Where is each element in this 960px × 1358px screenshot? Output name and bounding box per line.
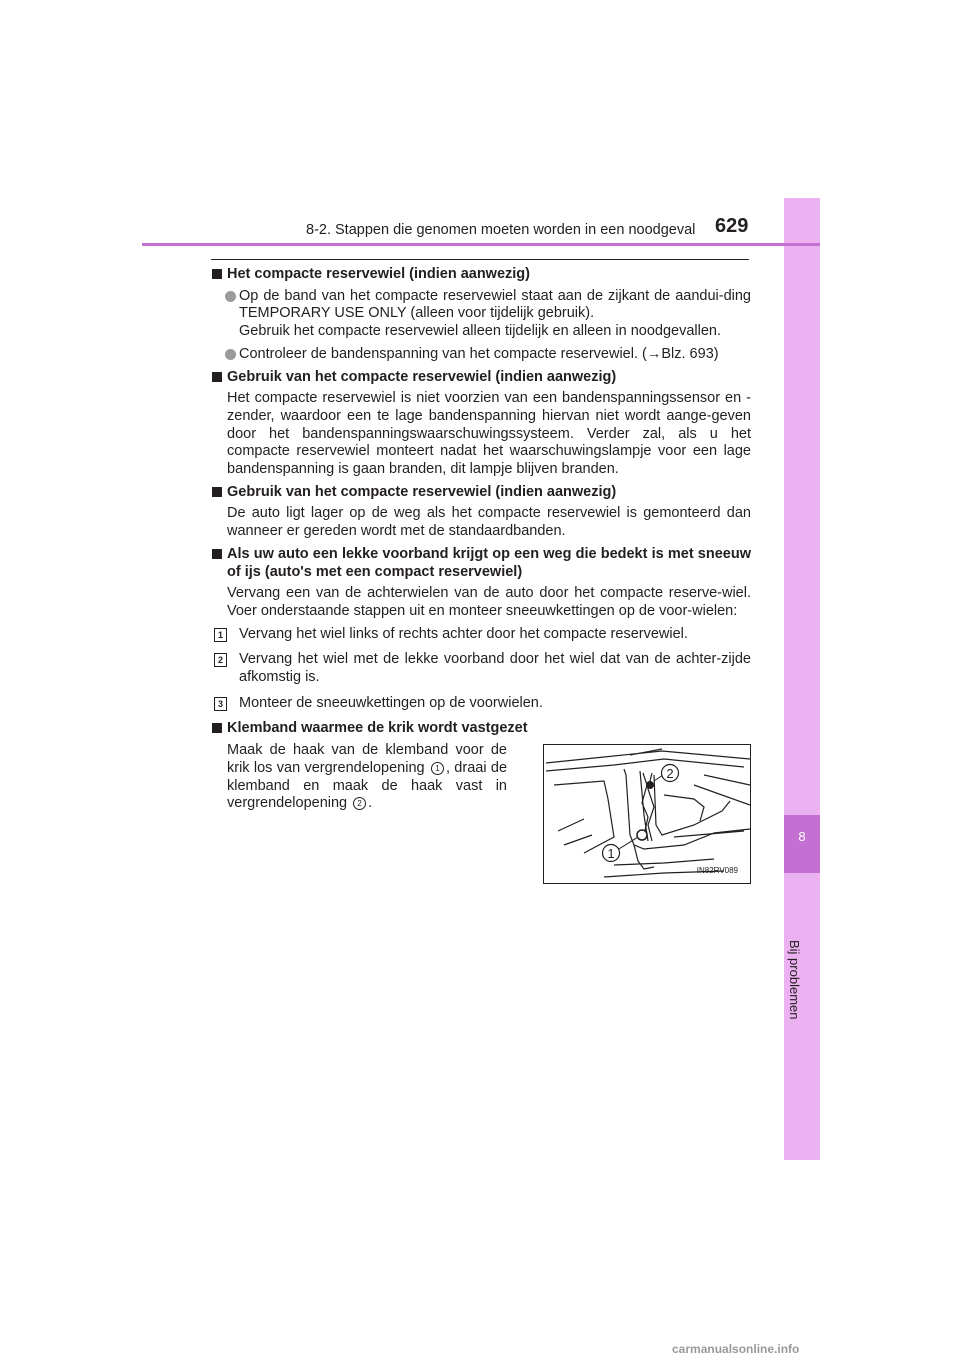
callout-2-ref: 2 — [353, 797, 366, 810]
heading-spare-usage-1: Gebruik van het compacte reservewiel (indien aanwezig) — [211, 369, 751, 387]
square-bullet-icon — [212, 487, 222, 497]
chapter-number: 8 — [798, 829, 806, 844]
step-number: 2 — [214, 653, 227, 667]
square-bullet-icon — [212, 372, 222, 382]
heading-snow-ice: Als uw auto een lekke voorband krijgt op een weg die bedekt is met sneeuw of ijs (auto's met een compact reservewiel) — [211, 546, 751, 581]
illustration-callout-1: 1 — [607, 846, 615, 862]
step-2: 2 Vervang het wiel met de lekke voorband door het wiel dat van de achter-zijde afkomstig is. — [211, 651, 751, 686]
heading-compact-spare: Het compacte reservewiel (indien aanwezig) — [211, 266, 751, 284]
jack-strap-illustration — [543, 744, 751, 884]
square-bullet-icon — [212, 549, 222, 559]
step-3: 3 Monteer de sneeuwkettingen op de voorwielen. — [211, 695, 751, 713]
chapter-title-text: Bij problemen — [787, 940, 802, 1020]
step-number: 3 — [214, 697, 227, 711]
page-number: 629 — [715, 215, 749, 237]
heading-spare-usage-2: Gebruik van het compacte reservewiel (indien aanwezig) — [211, 484, 751, 502]
square-bullet-icon — [212, 723, 222, 733]
paragraph-spare-usage-2: De auto ligt lager op de weg als het compacte reservewiel is gemonteerd dan wanneer er gereden wordt met de standaardbanden. — [227, 505, 751, 540]
watermark: carmanualsonline.info — [672, 1342, 800, 1356]
page-reference: Blz. 693) — [661, 345, 719, 362]
paragraph-spare-usage-1: Het compacte reservewiel is niet voorzien van een bandenspanningssensor en -zender, waardoor een te lage bandenspanning hiervan niet wordt aange-geven door het bandenspanningswaarschuwingssysteem. Verder zal, als u het compacte reservewiel monteert nadat het waarschuwingslampje voor een lage bandenspanning is gaan branden, dit lampje blijven branden. — [227, 390, 751, 478]
illustration-callout-2: 2 — [666, 766, 674, 782]
jack-strap-block — [211, 742, 751, 884]
round-bullet-icon — [225, 291, 236, 302]
arrow-right-icon: → — [646, 345, 662, 362]
bullet-temporary-use: Op de band van het compacte reservewiel staat aan de zijkant de aandui-ding TEMPORARY USE ONLY (alleen voor tijdelijk gebruik). Gebruik het compacte reservewiel alleen tijdelijk en alleen in noodgevallen. — [211, 288, 751, 341]
header-rule — [142, 243, 820, 246]
callout-1-ref: 1 — [431, 762, 444, 775]
round-bullet-icon — [225, 349, 236, 360]
chapter-number-tab — [784, 815, 820, 873]
section-header: 8-2. Stappen die genomen moeten worden in een noodgeval — [306, 222, 696, 238]
step-1: 1 Vervang het wiel links of rechts achter door het compacte reservewiel. — [211, 626, 751, 644]
chapter-title — [780, 940, 824, 1020]
square-bullet-icon — [212, 269, 222, 279]
content-rule — [211, 259, 749, 260]
heading-jack-strap: Klemband waarmee de krik wordt vastgezet — [211, 720, 751, 738]
step-number: 1 — [214, 628, 227, 642]
illustration-code: IN82RV089 — [696, 866, 738, 876]
page-content — [211, 266, 751, 884]
bullet-tire-pressure: Controleer de bandenspanning van het compacte reservewiel. (→Blz. 693) — [211, 346, 751, 364]
paragraph-snow-ice: Vervang een van de achterwielen van de auto door het compacte reserve-wiel. Voer onderstaande stappen uit en monteer sneeuwkettingen op de voor-wielen: — [227, 585, 751, 619]
paragraph-jack-strap: Maak de haak van de klemband voor de krik los van vergrendelopening 1 , draai de klemband en maak de haak vast in vergrendelopening 2 . — [227, 742, 508, 812]
